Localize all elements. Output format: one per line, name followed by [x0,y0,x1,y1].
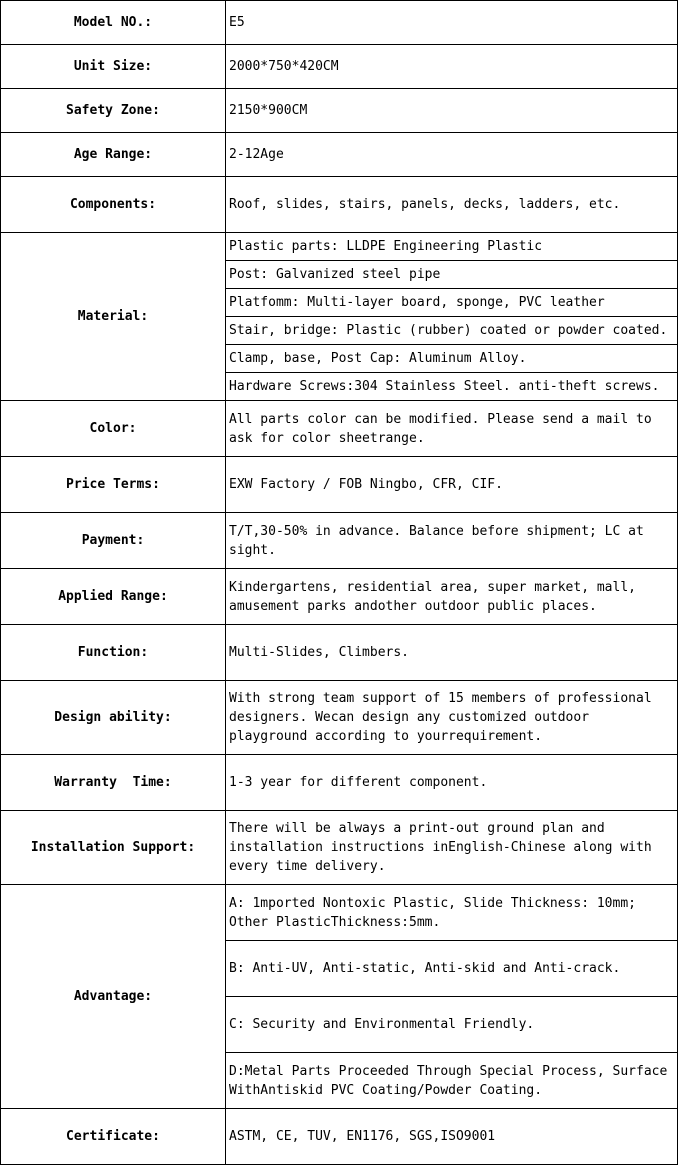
spec-value: Roof, slides, stairs, panels, decks, ladders, etc. [226,177,678,233]
spec-row [1,457,678,513]
spec-label: Price Terms: [1,457,226,513]
spec-row [1,625,678,681]
spec-value: EXW Factory / FOB Ningbo, CFR, CIF. [226,457,678,513]
spec-label: Age Range: [1,133,226,177]
spec-row [1,513,678,569]
spec-row [1,681,678,755]
spec-label: Design ability: [1,681,226,755]
spec-value: Post: Galvanized steel pipe [226,261,678,289]
spec-value: T/T,30-50% in advance. Balance before shipment; LC at sight. [226,513,678,569]
spec-row [1,1109,678,1165]
spec-row [1,401,678,457]
spec-label: Warranty Time: [1,755,226,811]
spec-value: ASTM, CE, TUV, EN1176, SGS,ISO9001 [226,1109,678,1165]
spec-row [1,885,678,941]
spec-label: Components: [1,177,226,233]
spec-label: Color: [1,401,226,457]
spec-row [1,177,678,233]
spec-value: 1-3 year for different component. [226,755,678,811]
spec-value: Hardware Screws:304 Stainless Steel. anti-theft screws. [226,373,678,401]
spec-label: Unit Size: [1,45,226,89]
spec-value: 2150*900CM [226,89,678,133]
spec-label: Installation Support: [1,811,226,885]
spec-row [1,133,678,177]
spec-value: D:Metal Parts Proceeded Through Special Process, Surface WithAntiskid PVC Coating/Powder Coating. [226,1053,678,1109]
spec-row [1,811,678,885]
spec-value: 2-12Age [226,133,678,177]
spec-label: Function: [1,625,226,681]
spec-value: C: Security and Environmental Friendly. [226,997,678,1053]
spec-value: Platfomm: Multi-layer board, sponge, PVC leather [226,289,678,317]
spec-value: Clamp, base, Post Cap: Aluminum Alloy. [226,345,678,373]
spec-value: Plastic parts: LLDPE Engineering Plastic [226,233,678,261]
spec-label: Safety Zone: [1,89,226,133]
spec-row [1,569,678,625]
spec-value: E5 [226,1,678,45]
spec-row [1,233,678,261]
spec-label: Certificate: [1,1109,226,1165]
spec-value: All parts color can be modified. Please send a mail to ask for color sheetrange. [226,401,678,457]
spec-value: A: 1mported Nontoxic Plastic, Slide Thickness: 10mm; Other PlasticThickness:5mm. [226,885,678,941]
spec-value: With strong team support of 15 members of professional designers. Wecan design any customized outdoor playground according to yourrequirement. [226,681,678,755]
spec-row [1,89,678,133]
spec-value: 2000*750*420CM [226,45,678,89]
spec-label: Advantage: [1,885,226,1109]
spec-value: There will be always a print-out ground plan and installation instructions inEnglish-Chinese along with every time delivery. [226,811,678,885]
spec-value: B: Anti-UV, Anti-static, Anti-skid and Anti-crack. [226,941,678,997]
spec-value: Stair, bridge: Plastic (rubber) coated or powder coated. [226,317,678,345]
spec-row [1,45,678,89]
spec-label: Payment: [1,513,226,569]
spec-table-body [1,1,678,1165]
spec-row [1,755,678,811]
spec-value: Kindergartens, residential area, super market, mall, amusement parks andother outdoor public places. [226,569,678,625]
spec-value: Multi-Slides, Climbers. [226,625,678,681]
spec-label: Material: [1,233,226,401]
spec-label: Applied Range: [1,569,226,625]
spec-label: Model NO.: [1,1,226,45]
spec-row [1,1,678,45]
